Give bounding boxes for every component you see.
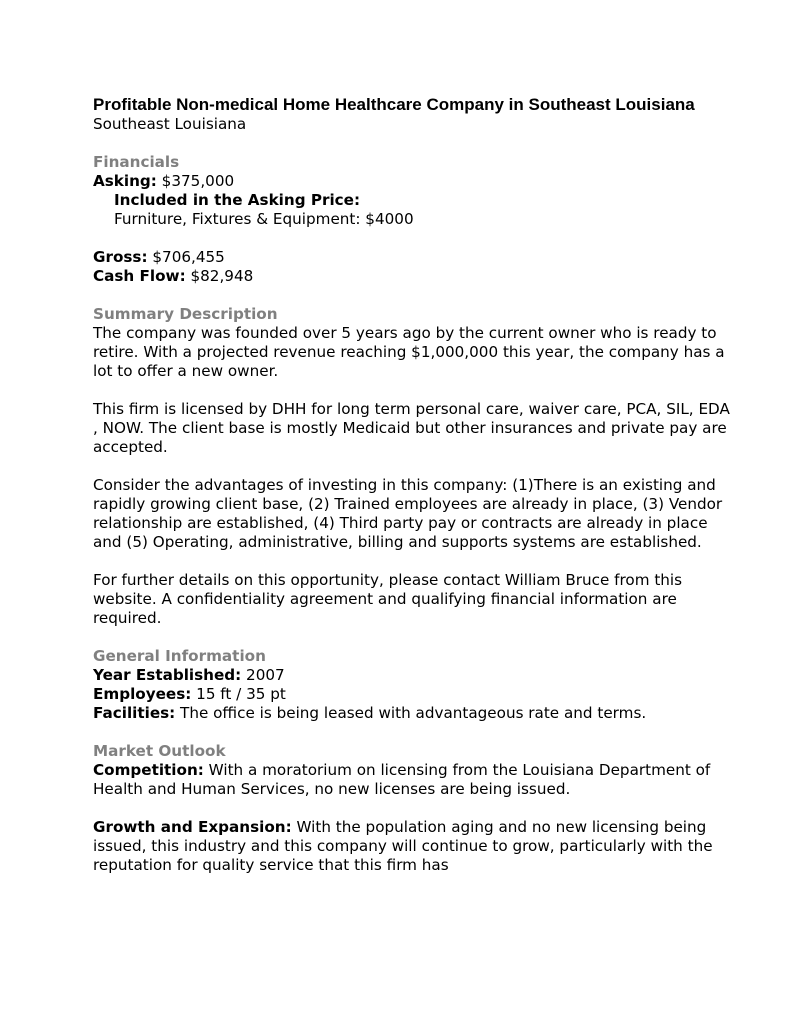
market-heading: Market Outlook <box>93 742 226 760</box>
summary-paragraph: The company was founded over 5 years ago by the current owner who is ready to retire. With a projected revenue reaching $1,000,000 this year, the company has a lot to offer a new owner. <box>93 324 725 380</box>
financials-heading: Financials <box>93 153 180 171</box>
facilities-value: The office is being leased with advantageous rate and terms. <box>175 704 647 722</box>
employees-row <box>93 685 733 704</box>
gross-row <box>93 248 733 267</box>
employees-value: 15 ft / 35 pt <box>191 685 286 703</box>
competition-value: With a moratorium on licensing from the Louisiana Department of Health and Human Services, no new licenses are being issued. <box>93 761 711 798</box>
year-label: Year Established: <box>93 666 242 684</box>
gross-label: Gross: <box>93 248 148 266</box>
summary-paragraph: For further details on this opportunity, please contact William Bruce from this website. A confidentiality agreement and qualifying financial information are required. <box>93 571 683 627</box>
gross-value: $706,455 <box>147 248 225 266</box>
growth-value: With the population aging and no new licensing being issued, this industry and this company will continue to grow, particularly with the reputation for quality service that this firm has <box>93 818 713 874</box>
included-label: Included in the Asking Price: <box>114 191 361 209</box>
year-value: 2007 <box>241 666 285 684</box>
growth-row <box>93 818 733 875</box>
year-row <box>93 666 733 685</box>
general-heading: General Information <box>93 647 266 665</box>
competition-label: Competition: <box>93 761 204 779</box>
growth-label: Growth and Expansion: <box>93 818 292 836</box>
cashflow-value: $82,948 <box>185 267 254 285</box>
summary-paragraph: This firm is licensed by DHH for long term personal care, waiver care, PCA, SIL, EDA , NOW. The client base is mostly Medicaid but other insurances and private pay are accepted. <box>93 400 730 456</box>
document-page <box>93 93 733 875</box>
listing-title: Profitable Non-medical Home Healthcare Company in Southeast Louisiana <box>93 95 695 114</box>
included-item: Furniture, Fixtures & Equipment: $4000 <box>114 210 414 228</box>
asking-row <box>93 172 733 191</box>
asking-value: $375,000 <box>156 172 235 190</box>
cashflow-row <box>93 267 733 286</box>
asking-label: Asking: <box>93 172 157 190</box>
summary-heading: Summary Description <box>93 305 278 323</box>
facilities-label: Facilities: <box>93 704 176 722</box>
cashflow-label: Cash Flow: <box>93 267 186 285</box>
competition-row <box>93 761 733 799</box>
facilities-row <box>93 704 733 723</box>
listing-location: Southeast Louisiana <box>93 115 247 133</box>
summary-paragraph: Consider the advantages of investing in this company: (1)There is an existing and rapidly growing client base, (2) Trained employees are already in place, (3) Vendor relationship are established, (4) Third party pay or contracts are already in place and (5) Operating, administrative, billing and supports systems are established. <box>93 476 723 551</box>
employees-label: Employees: <box>93 685 192 703</box>
